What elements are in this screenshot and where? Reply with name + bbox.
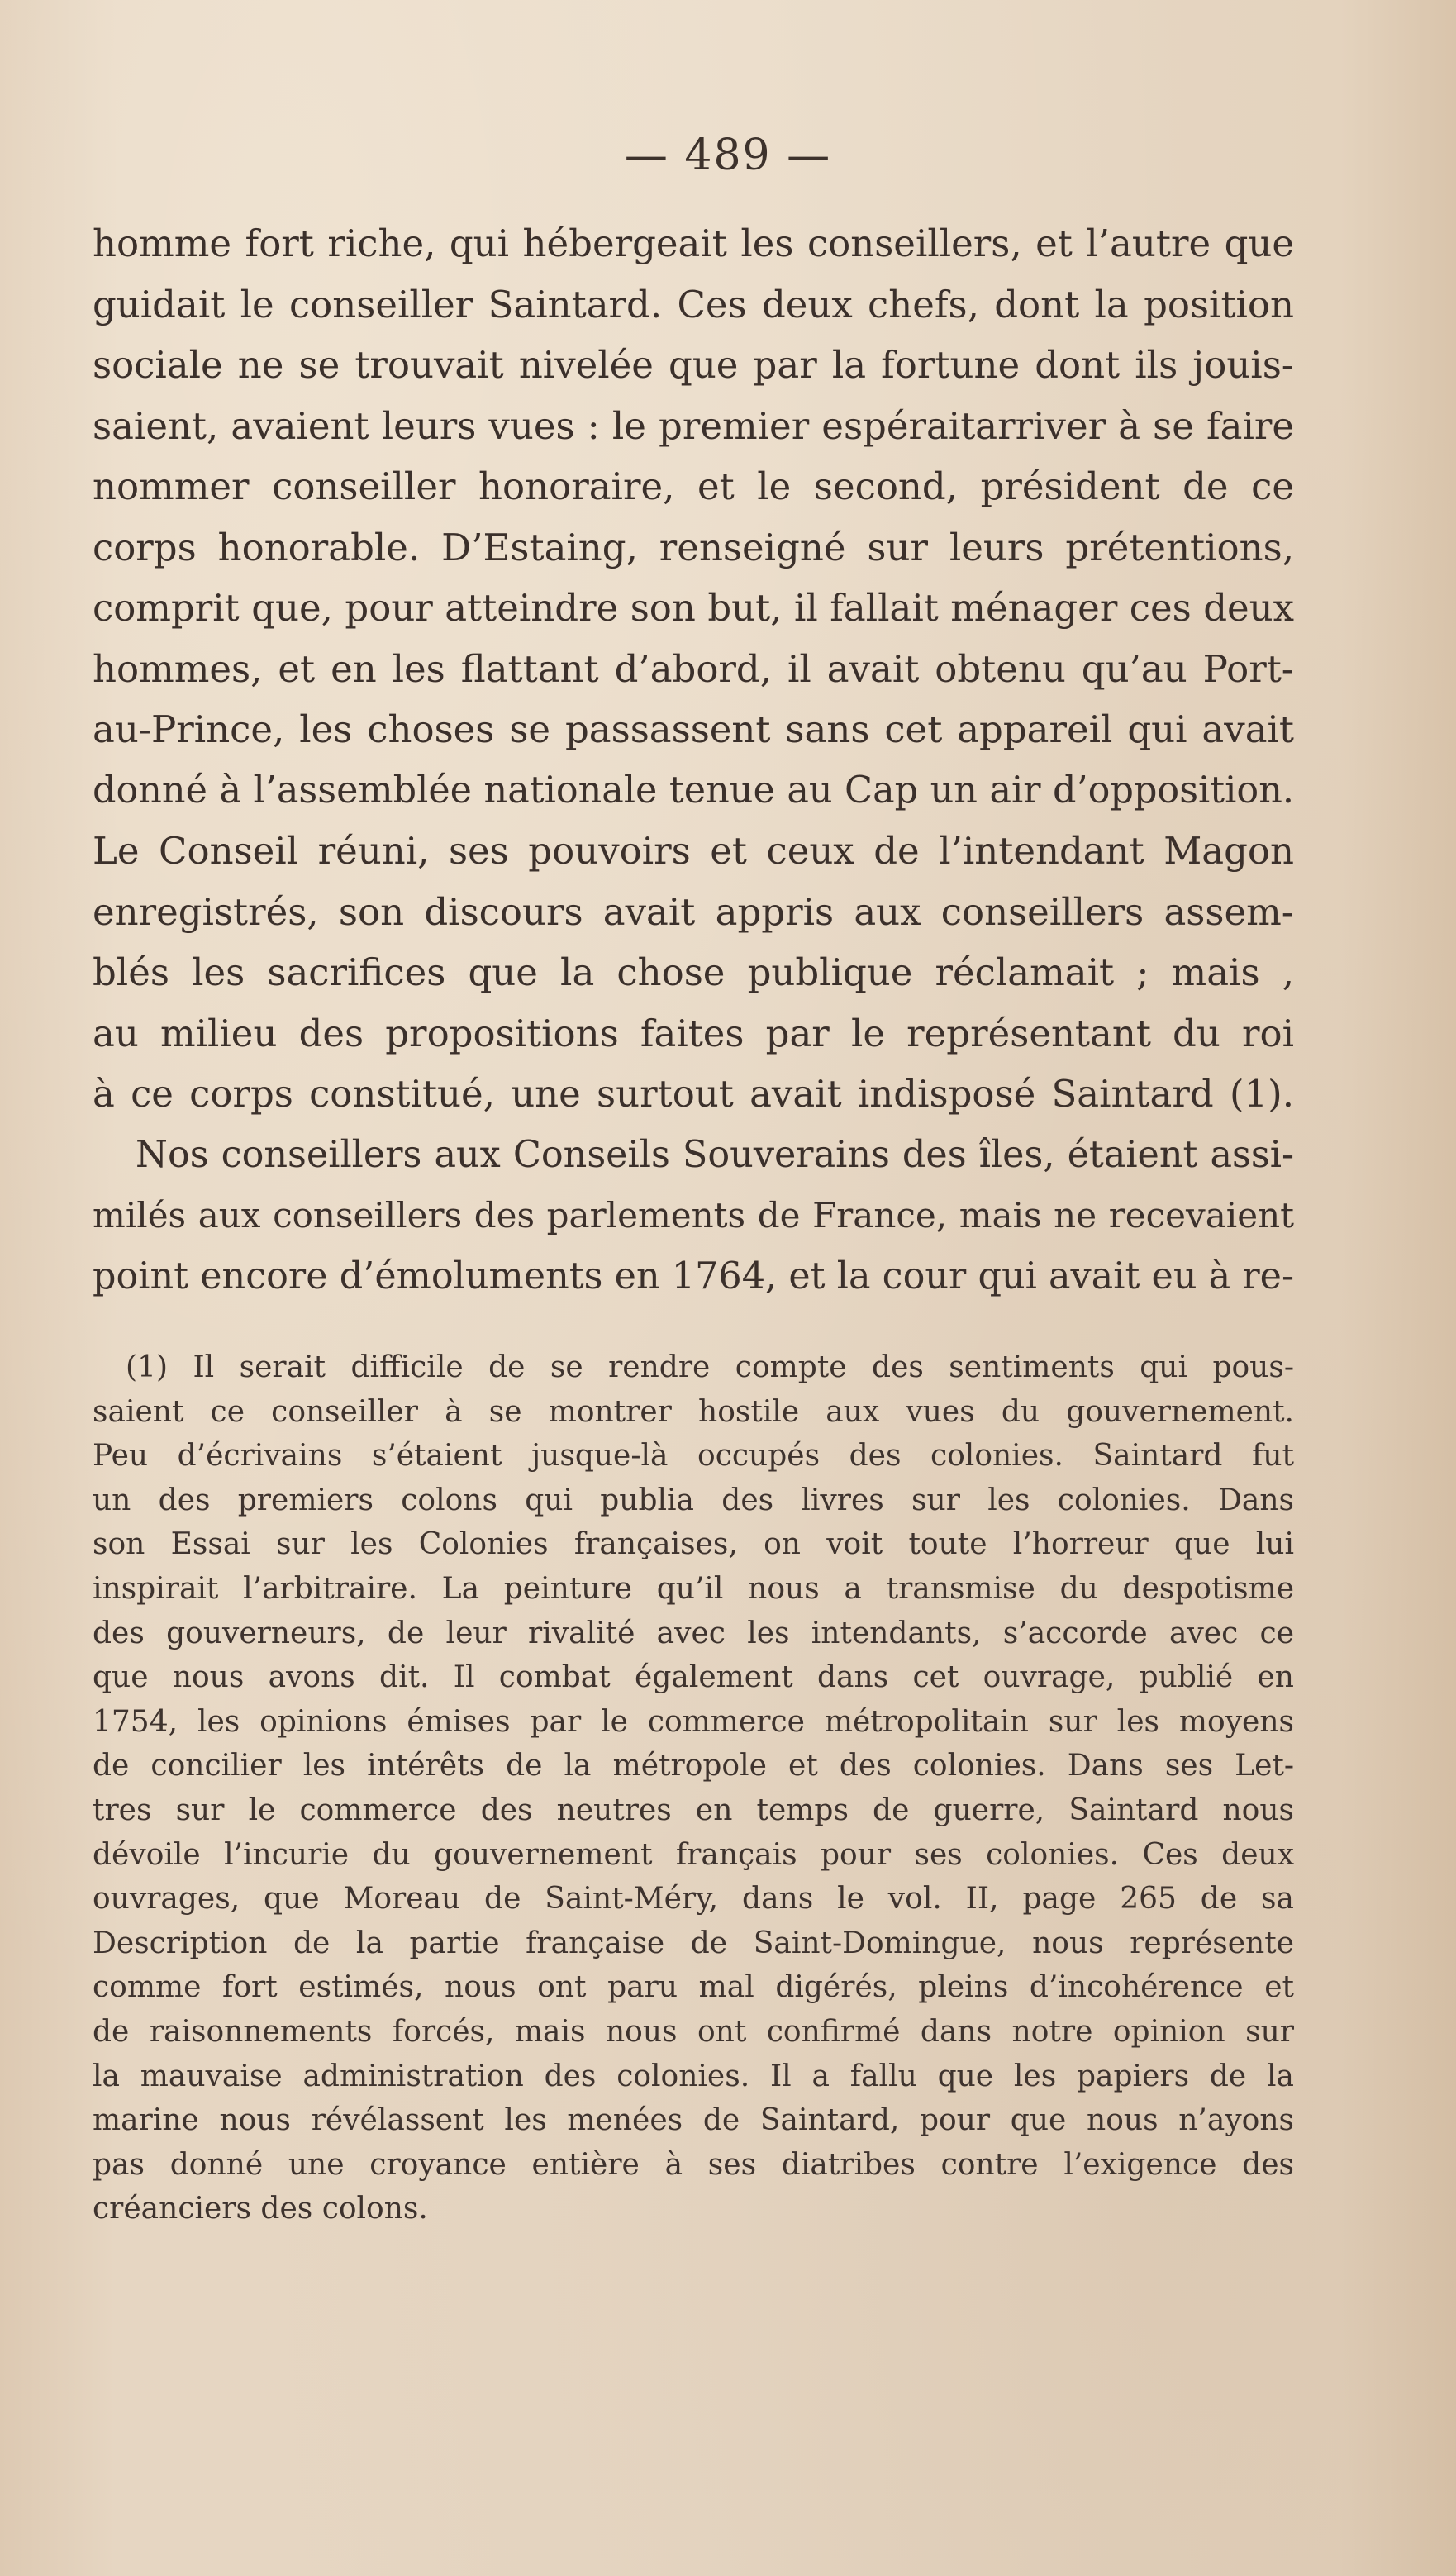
body-line: Le Conseil réuni, ses pouvoirs et ceux de l’intendant Magon <box>93 829 1294 873</box>
body-line: comprit que, pour atteindre son but, il fallait ménager ces deux <box>93 586 1294 630</box>
body-line: milés aux conseillers des parlements de France, mais ne recevaient <box>93 1195 1294 1236</box>
body-line: à ce corps constitué, une surtout avait indisposé Saintard (1). <box>93 1072 1294 1116</box>
paragraph-start-line: Nos conseillers aux Conseils Souverains des îles, étaient assi- <box>136 1133 1294 1176</box>
body-line: au-Prince, les choses se passassent sans cet appareil qui avait <box>93 707 1294 751</box>
footnote-line: de concilier les intérêts de la métropole et des colonies. Dans ses Let- <box>93 1749 1294 1783</box>
body-line: au milieu des propositions faites par le représentant du roi <box>93 1011 1294 1055</box>
body-line: saient, avaient leurs vues : le premier espéraitarriver à se faire <box>93 403 1294 448</box>
footnote-line: 1754, les opinions émises par le commerce métropolitain sur les moyens <box>93 1704 1294 1739</box>
footnote-line: créanciers des colons. <box>93 2192 428 2226</box>
footnote-line: inspirait l’arbitraire. La peinture qu’il nous a transmise du despotisme <box>93 1571 1294 1606</box>
footnote-line: Description de la partie française de Saint-Domingue, nous représente <box>93 1926 1294 1960</box>
footnote-line: marine nous révélassent les menées de Saintard, pour que nous n’ayons <box>93 2103 1294 2138</box>
footnote-line: tres sur le commerce des neutres en temps de guerre, Saintard nous <box>93 1793 1294 1827</box>
body-line: donné à l’assemblée nationale tenue au Cap un air d’opposition. <box>93 769 1294 812</box>
footnote-line: son Essai sur les Colonies françaises, on voit toute l’horreur que lui <box>93 1527 1294 1562</box>
footnote-line: que nous avons dit. Il combat également dans cet ouvrage, publié en <box>93 1660 1294 1695</box>
body-line: corps honorable. D’Estaing, renseigné sur leurs prétentions, <box>93 525 1294 569</box>
footnote-line: la mauvaise administration des colonies. Il a fallu que les papiers de la <box>93 2059 1294 2093</box>
footnote-line: de raisonnements forcés, mais nous ont confirmé dans notre opinion sur <box>93 2014 1294 2049</box>
footnote <box>93 1345 1294 2231</box>
body-line: sociale ne se trouvait nivelée que par la fortune dont ils jouis- <box>93 343 1294 387</box>
footnote-line: (1) Il serait difficile de se rendre compte des sentiments qui pous- <box>126 1350 1294 1384</box>
footnote-line: un des premiers colons qui publia des livres sur les colonies. Dans <box>93 1483 1294 1517</box>
body-line: point encore d’émoluments en 1764, et la cour qui avait eu à re- <box>93 1255 1294 1298</box>
footnote-line: Peu d’écrivains s’étaient jusque-là occupés des colonies. Saintard fut <box>93 1439 1294 1474</box>
page-number: — 489 — <box>624 131 832 180</box>
main-text <box>93 213 1294 1307</box>
footnote-line: saient ce conseiller à se montrer hostile aux vues du gouvernement. <box>93 1394 1294 1429</box>
footnote-line: comme fort estimés, nous ont paru mal digérés, pleins d’incohérence et <box>93 1970 1294 2005</box>
body-line: blés les sacrifices que la chose publique réclamait ; mais , <box>93 950 1294 994</box>
footnote-line: pas donné une croyance entière à ses diatribes contre l’exigence des <box>93 2147 1294 2182</box>
body-line: guidait le conseiller Saintard. Ces deux chefs, dont la position <box>93 282 1294 326</box>
body-line: homme fort riche, qui hébergeait les conseillers, et l’autre que <box>93 221 1294 265</box>
body-line: hommes, et en les flattant d’abord, il avait obtenu qu’au Port- <box>93 646 1294 691</box>
body-line: enregistrés, son discours avait appris aux conseillers assem- <box>93 889 1294 934</box>
footnote-line: dévoile l’incurie du gouvernement français pour ses colonies. Ces deux <box>93 1837 1294 1872</box>
footnote-line: ouvrages, que Moreau de Saint-Méry, dans le vol. II, page 265 de sa <box>93 1882 1294 1917</box>
body-line: nommer conseiller honoraire, et le second, président de ce <box>93 464 1294 508</box>
footnote-line: des gouverneurs, de leur rivalité avec les intendants, s’accorde avec ce <box>93 1616 1294 1650</box>
